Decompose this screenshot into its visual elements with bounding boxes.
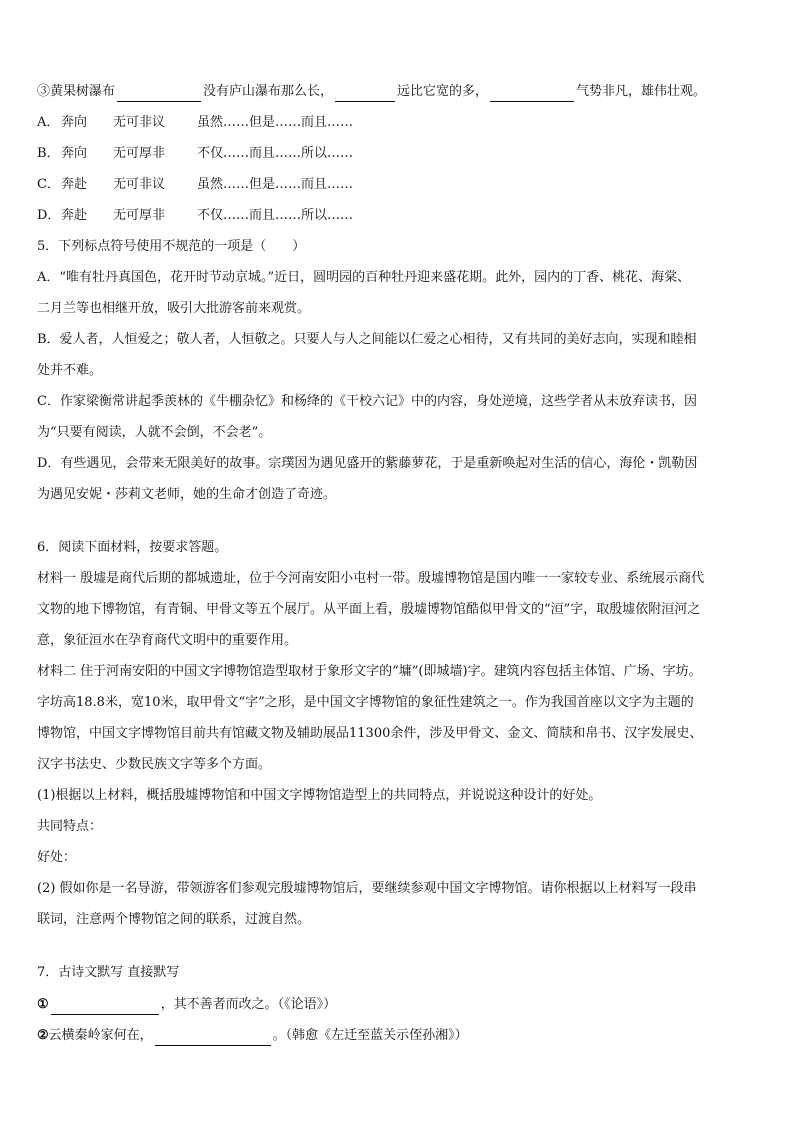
q6-part-2-prompt-cont: 联词，注意两个博物馆之间的联系，过渡自然。 [37, 912, 311, 927]
q5-option-b[interactable]: B．爱人者，人恒爱之；敬人者，人恒敬之。只要人与人之间能以仁爱之心相待，又有共同的美好志向，实现和睦相 [37, 332, 697, 347]
q4-option-c[interactable]: C．奔赴 无可非议 虽然……但是……而且…… [37, 177, 354, 192]
q5-option-d[interactable]: D．有些遇见，会带来无限美好的故事。宗璞因为遇见盛开的紫藤萝花，于是重新唤起对生活的信心，海伦・凯勒因 [37, 456, 698, 471]
q6-material-1-cont: 文物的地下博物馆，有青铜、甲骨文等五个展厅。从平面上看，殷墟博物馆酷似甲骨文的“洹”字，取殷墟依附洹河之 [37, 602, 701, 617]
answer-blank[interactable] [490, 87, 574, 102]
q6-part-1-benefit-label: 好处： [37, 850, 77, 865]
q6-material-2-cont: 博物馆，中国文字博物馆目前共有馆藏文物及辅助展品11300余件，涉及甲骨文、金文、简牍和帛书、汉字发展史、 [37, 726, 703, 741]
q7-item-1: ① ，其不善者而改之。（《论语》） [37, 995, 336, 1015]
q4-sentence-3: ③黄果树瀑布 没有庐山瀑布那么长， 远比它宽的多， 气势非凡，雄伟壮观。 [37, 82, 706, 102]
q4-option-d[interactable]: D．奔赴 无可厚非 不仅……而且……所以…… [37, 208, 354, 223]
q5-option-c-cont: 为“只要有阅读，人就不会倒，不会老”。 [37, 425, 272, 440]
q5-stem: 5．下列标点符号使用不规范的一项是（ ） [37, 239, 306, 254]
q6-stem: 6．阅读下面材料，按要求答题。 [37, 540, 228, 555]
q6-material-1-cont: 意，象征洹水在孕育商代文明中的重要作用。 [37, 633, 298, 648]
answer-blank[interactable] [335, 87, 395, 102]
q5-option-a-cont: 二月兰等也相继开放，吸引大批游客前来观赏。 [37, 301, 311, 316]
q5-option-b-cont: 处并不难。 [37, 363, 103, 378]
q6-material-2-cont: 字坊高18.8米，宽10米，取甲骨文“字”之形，是中国文字博物馆的象征性建筑之一。作为我国首座以文字为主题的 [37, 695, 694, 710]
q5-option-d-cont: 为遇见安妮・莎莉文老师，她的生命才创造了奇迹。 [37, 487, 337, 502]
answer-blank[interactable] [51, 1000, 159, 1015]
q6-material-2-cont: 汉字书法史、少数民族文字等多个方面。 [37, 757, 272, 772]
answer-blank[interactable] [155, 1031, 271, 1046]
q6-part-1-prompt: (1)根据以上材料，概括殷墟博物馆和中国文字博物馆造型上的共同特点，并说说这种设计的好处。 [37, 788, 602, 803]
q7-item-2: ②云横秦岭家何在， 。（韩愈《左迁至蓝关示侄孙湘》） [37, 1026, 468, 1046]
q7-stem: 7．古诗文默写 直接默写 [37, 965, 180, 980]
q6-material-2: 材料二 住于河南安阳的中国文字博物馆造型取材于象形文字的“墉”(即城墙)字。建筑内容包括主体馆、广场、字坊。 [37, 664, 702, 679]
q5-option-a[interactable]: A．“唯有牡丹真国色，花开时节动京城。”近日，圆明园的百种牡丹迎来盛花期。此外，园内的丁香、桃花、海棠、 [37, 270, 691, 285]
q6-part-2-prompt: (2) 假如你是一名导游，带领游客们参观完殷墟博物馆后，要继续参观中国文字博物馆。请你根据以上材料写一段串 [37, 881, 697, 896]
q6-material-1: 材料一 殷墟是商代后期的都城遗址，位于今河南安阳小屯村一带。殷墟博物馆是国内唯一一家较专业、系统展示商代 [37, 571, 705, 586]
q4-option-a[interactable]: A． 奔向 无可非议 虽然……但是……而且…… [37, 115, 354, 130]
q6-part-1-common-label: 共同特点： [37, 819, 103, 834]
answer-blank[interactable] [117, 87, 201, 102]
q4-option-b[interactable]: B．奔向 无可厚非 不仅……而且……所以…… [37, 146, 354, 161]
q5-option-c[interactable]: C．作家梁衡常讲起季羡林的《牛棚杂忆》和杨绛的《干校六记》中的内容，身处逆境，这些学者从未放弃读书，因 [37, 394, 697, 409]
